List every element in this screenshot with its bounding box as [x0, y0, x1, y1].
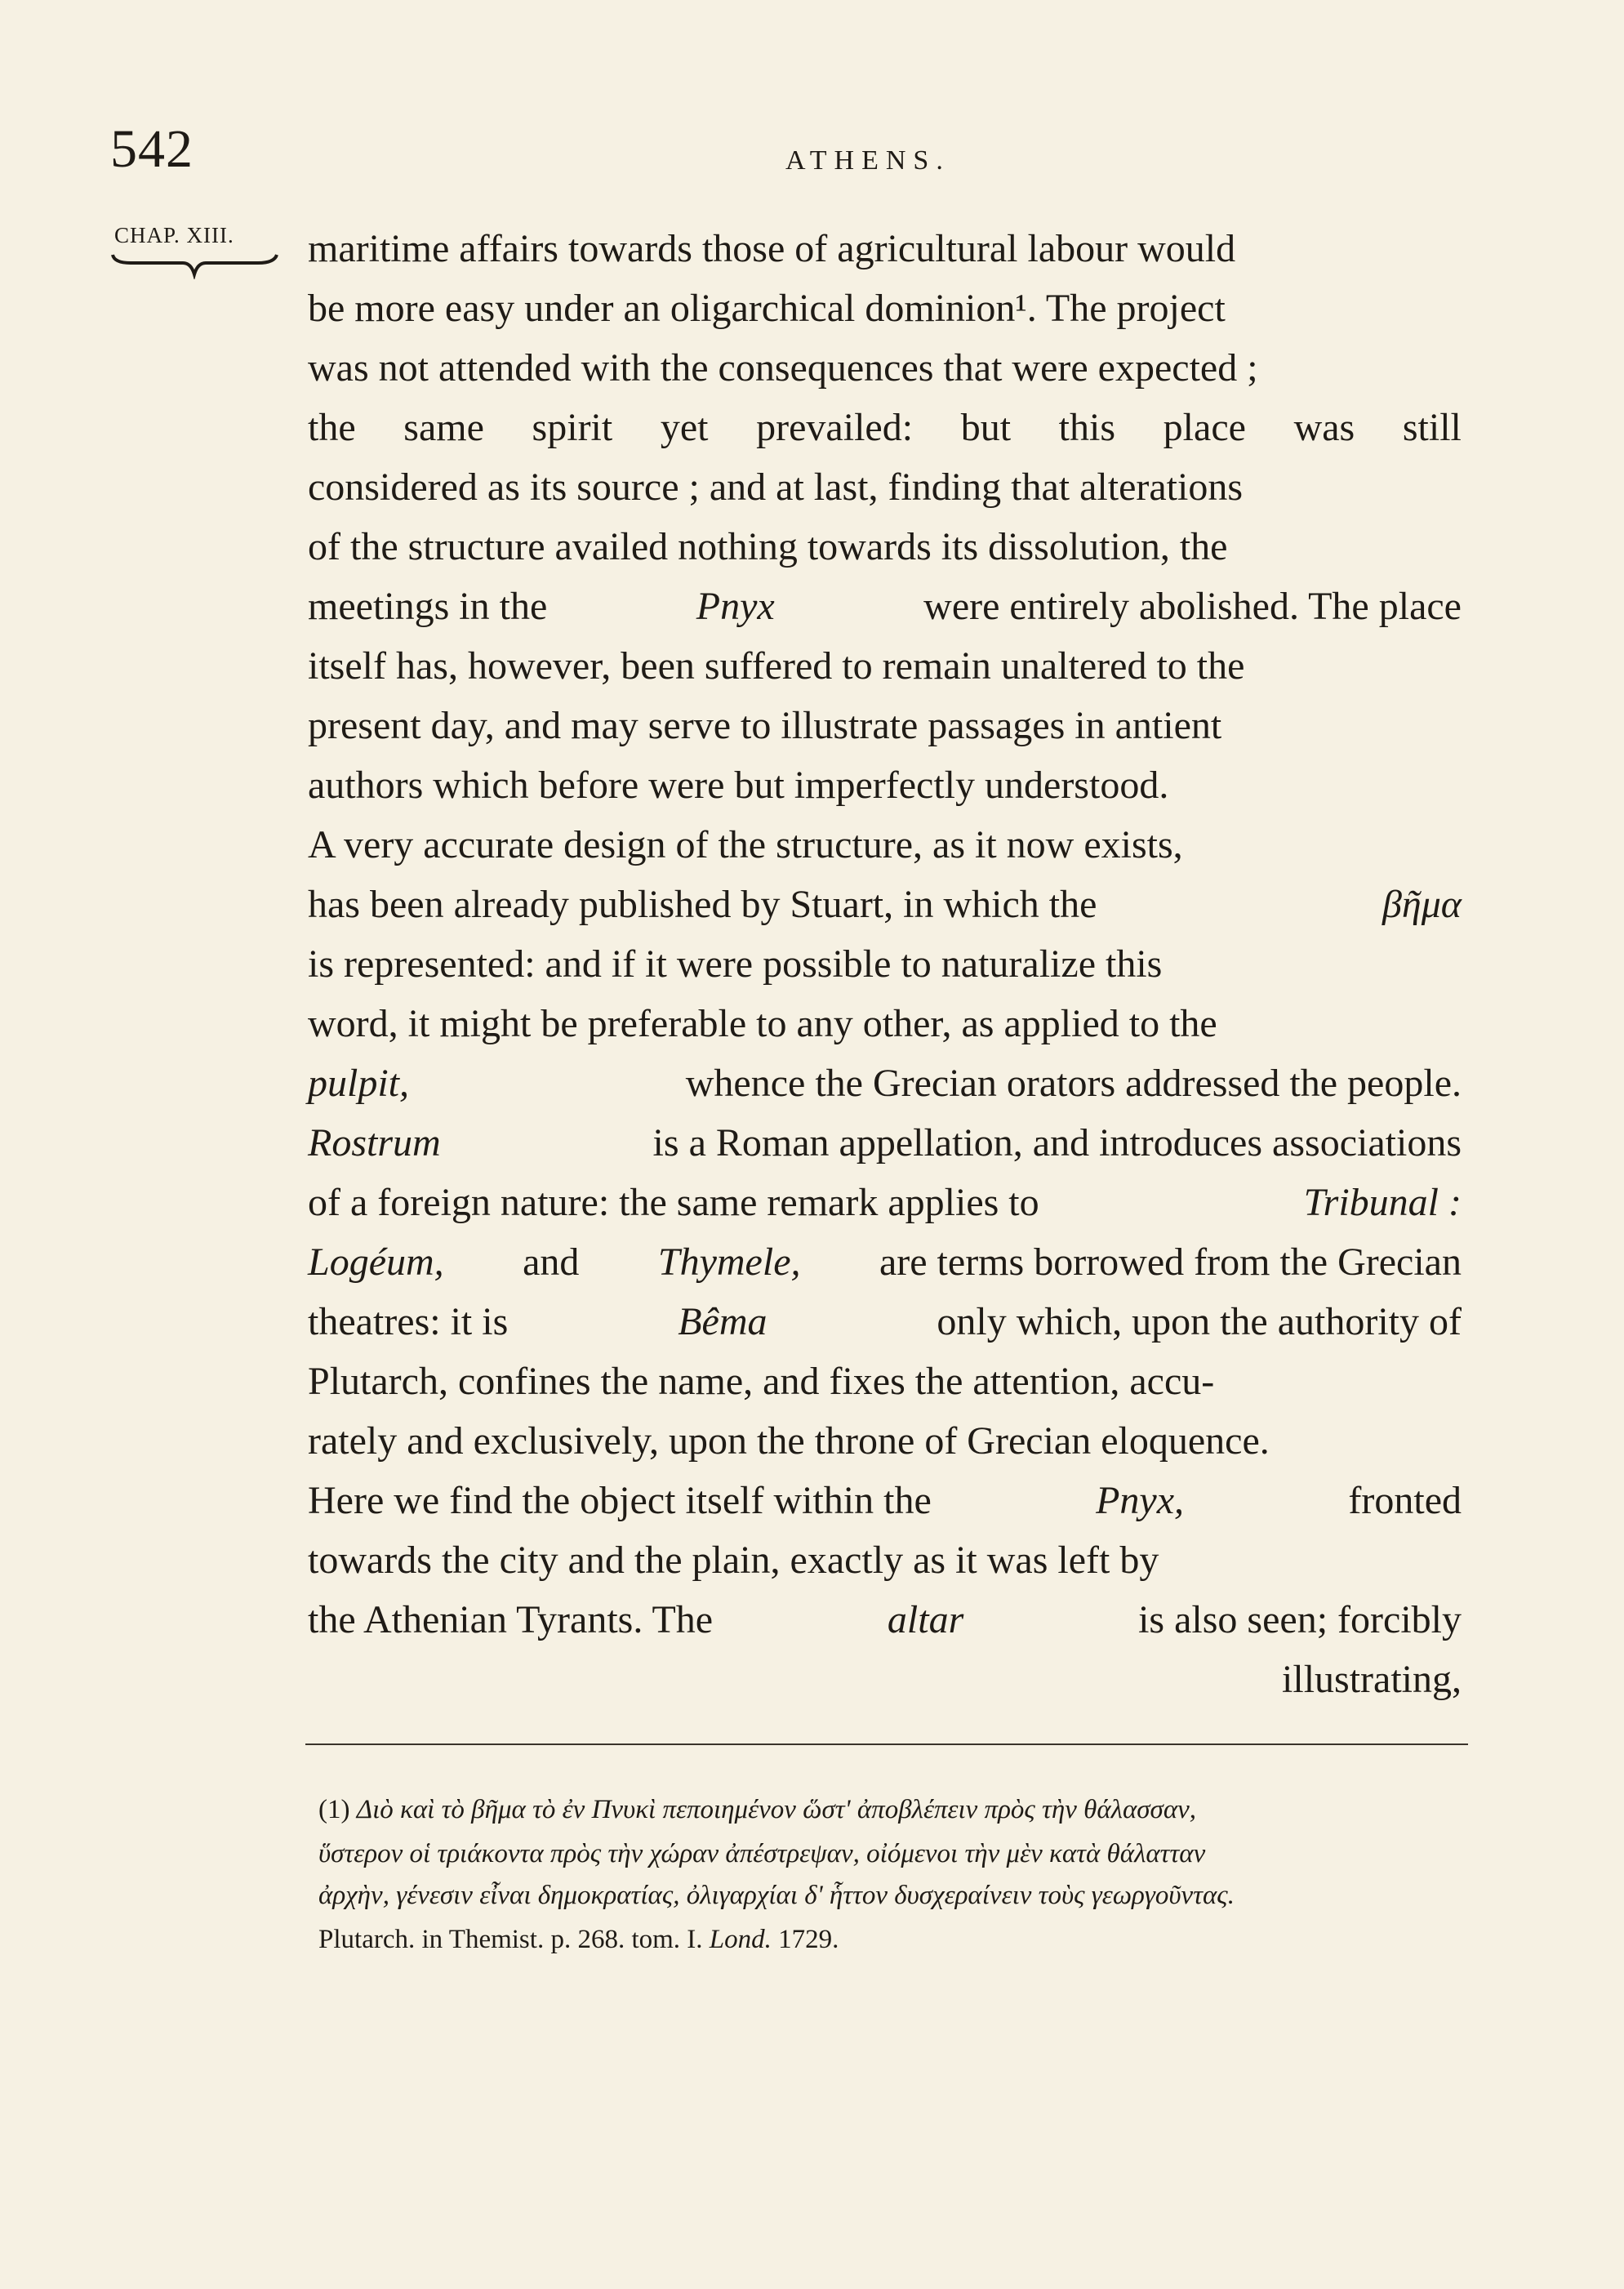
chapter-brace-ornament: [111, 252, 278, 279]
text-line-9: present day, and may serve to illustrate passages in antient: [308, 704, 1222, 747]
text-line-19: theatres: it is Bêma only which, upon the authority of: [308, 1300, 1462, 1343]
text-line-4: the same spirit yet prevailed: but this place was still: [308, 406, 1462, 449]
text-line-6: of the structure availed nothing towards its dissolution, the: [308, 525, 1228, 568]
text-line-10: authors which before were but imperfectly understood.: [308, 764, 1169, 807]
text-line-2: be more easy under an oligarchical dominion¹. The project: [308, 287, 1226, 330]
footnote-line-2: [318, 1841, 1470, 1868]
text-line-5: considered as its source ; and at last, finding that alterations: [308, 465, 1244, 509]
text-line-16: Rostrum is a Roman appellation, and introduces associations: [308, 1121, 1462, 1165]
footnote-line-1: [318, 1797, 1470, 1824]
text-line-12: has been already published by Stuart, in which the βῆμα: [308, 883, 1462, 926]
footnote-line-3: [318, 1882, 1470, 1909]
text-line-3: was not attended with the consequences that were expected ;: [308, 346, 1258, 390]
text-line-7: meetings in the Pnyx were entirely abolished. The place: [308, 585, 1462, 628]
text-line-14: word, it might be preferable to any other, as applied to the: [308, 1002, 1217, 1045]
text-line-21: rately and exclusively, upon the throne of Grecian eloquence.: [308, 1419, 1270, 1463]
footnote-greek-3: ἀρχὴν, γένεσιν εἶναι δημοκρατίας, ὀλιγαρχίαι δ' ἧττον δυσχεραίνειν τοὺς γεωργοῦντας.: [318, 1881, 1235, 1910]
text-line-24: the Athenian Tyrants. The altar is also seen; forcibly: [308, 1598, 1462, 1641]
text-line-18: Logéum, and Thymele, are terms borrowed from the Grecian: [308, 1240, 1462, 1284]
footnote-citation: Plutarch. in Themist. p. 268. tom. I. Lond. 1729.: [318, 1925, 839, 1954]
body-text: [308, 219, 1462, 1709]
text-line-15: pulpit, whence the Grecian orators addressed the people.: [308, 1062, 1462, 1105]
text-line-8: itself has, however, been suffered to remain unaltered to the: [308, 644, 1245, 688]
text-line-20: Plutarch, confines the name, and fixes the attention, accu-: [308, 1360, 1215, 1403]
text-line-13: is represented: and if it were possible to naturalize this: [308, 942, 1163, 986]
text-line-23: towards the city and the plain, exactly as it was left by: [308, 1539, 1159, 1582]
chapter-margin-note: CHAP. XIII.: [114, 223, 234, 247]
text-line-17: of a foreign nature: the same remark applies to Tribunal :: [308, 1181, 1462, 1224]
running-head: ATHENS.: [785, 145, 950, 176]
page-number: 542: [110, 119, 194, 179]
footnote-marker: (1): [318, 1795, 350, 1824]
footnote-greek-1: Διὸ καὶ τὸ βῆμα τὸ ἐν Πνυκὶ πεποιημένον ὥστ' ἀποβλέπειν πρὸς τὴν θάλασσαν,: [356, 1795, 1197, 1824]
text-line-22: Here we find the object itself within the Pnyx, fronted: [308, 1479, 1462, 1522]
footnote-rule: [305, 1743, 1468, 1745]
text-line-1: maritime affairs towards those of agricultural labour would: [308, 227, 1236, 270]
catchword: illustrating,: [1282, 1658, 1462, 1701]
text-line-11: A very accurate design of the structure, as it now exists,: [308, 823, 1183, 866]
catchword-line: [308, 1650, 1462, 1709]
footnote-greek-2: ὕστερον οἱ τριάκοντα πρὸς τὴν χώραν ἀπέστρεψαν, οἰόμενοι τὴν μὲν κατὰ θάλατταν: [318, 1839, 1206, 1868]
